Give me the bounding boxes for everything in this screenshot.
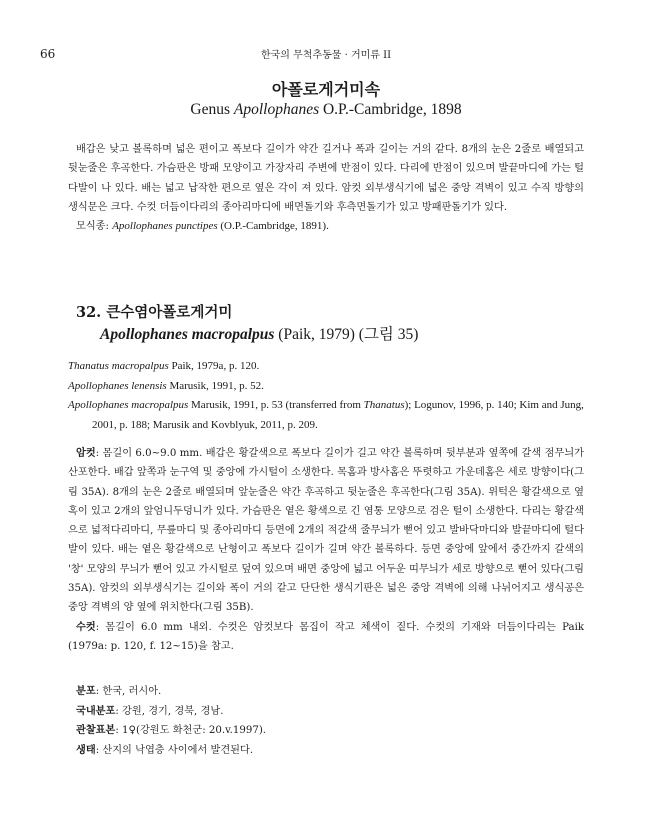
distribution-section	[76, 682, 266, 760]
description-section	[68, 444, 584, 656]
genus-description-text: 배갑은 낮고 볼록하며 넓은 편이고 폭보다 길이가 약간 길거나 폭과 길이는 거의 같다. 8개의 눈은 2줄로 배열되고 뒷눈줄은 후곡한다. 가슴판은 방패 모양이고 가장자리 주변에 반점이 있다. 다리에 반점이 있으며 발끝마디에 가는 털다발이 나 있다. 배는 넓고 납작한 편으로 옆은 각이 져 있다. 암컷 외부생식기에 넓은 중앙 격벽이 있고 수직 방향의 생식문은 크다. 수컷 더듬이다리의 종아리마디에 배면돌기와 후측면돌기가 있고 방패판돌기가 있다.	[68, 144, 584, 213]
synonym-citation: Marusik, 1991, p. 53 (transferred from	[188, 399, 364, 412]
synonymy-list	[68, 357, 590, 435]
distribution-label: 분포	[76, 685, 96, 697]
synonym-name: Apollophanes macropalpus	[68, 399, 189, 412]
species-heading: 32. 큰수염아폴로게거미	[76, 304, 233, 321]
female-label: 암컷	[76, 447, 96, 459]
genus-prefix: Genus	[190, 101, 234, 118]
female-text: : 몸길이 6.0~9.0 mm. 배갑은 황갈색으로 폭보다 길이가 길고 약간 볼록하며 뒷부분과 옆쪽에 갈색 점무늬가 산포한다. 배갑 앞쪽과 눈구역 및 중앙에 가시털이 소생한다. 목홈과 방사홈은 뚜렷하고 가운데홈은 세로 방향이다(그림 35A). 8개의 눈은 2줄로 배열되며 앞눈줄은 약간 후곡하고 뒷눈줄은 후곡한다(그림 35A). 위턱은 황갈색으로 옆혹이 있고 2개의 앞엄니두덩니가 있다. 가슴판은 옅은 황색으로 긴 염통 모양으로 검은 털이 소생한다. 다리는 황갈색으로 넓적다리마디, 무릎마디 및 종아리마디 등면에 2개의 적갈색 줄무늬가 뻗어 있고 발바닥마디와 발끝마디에 털다발이 있다. 배는 옅은 황갈색으로 난형이고 폭보다 길이가 길며 약간 볼록하다. 등면 중앙에 앞에서 중간까지 갈색의 '창' 모양의 무늬가 뻗어 있고 가시털로 덮여 있으며 배면 중앙에 넓고 어두운 띠무늬가 세로 방향으로 뻗어 있다(그림 35A). 암컷의 외부생식기는 길이와 폭이 거의 같고 단단한 생식기판은 넓은 중앙 격벽에 의해 나뉘어지고 생식공은 중앙 격벽의 양 옆에 위치한다(그림 35B).	[68, 448, 584, 614]
type-species-name: Apollophanes punctipes	[112, 220, 218, 233]
male-description	[68, 618, 584, 657]
male-text: : 몸길이 6.0 mm 내외. 수컷은 암컷보다 몸집이 작고 체색이 짙다. 수컷의 기재와 더듬이다리는 Paik (1979a: p. 120, f. 12~15)을 참고.	[68, 621, 584, 652]
species-author: (Paik, 1979) (그림 35)	[274, 326, 419, 343]
page-number: 66	[40, 47, 56, 61]
synonym-citation: Marusik, 1991, p. 52.	[166, 379, 264, 392]
genus-author: O.P.-Cambridge, 1898	[319, 101, 462, 118]
genus-description	[68, 140, 584, 236]
running-header: 한국의 무척추동물 · 거미류 II	[260, 50, 392, 61]
synonym-name: Apollophanes lenensis	[68, 379, 167, 392]
genus-latin-name: Apollophanes	[233, 101, 320, 118]
domestic-distribution-entry	[76, 702, 266, 722]
species-latin-name: Apollophanes macropalpus	[100, 326, 275, 343]
synonym-citation: ); Logunov, 1996, p. 140; Kim and Jung, 2001, p. 188; Marusik and Kovblyuk, 2011, p. 209.	[92, 399, 584, 431]
distribution-text: : 1♀(강원도 화천군: 20.v.1997).	[115, 725, 267, 736]
male-label: 수컷	[76, 620, 96, 633]
distribution-text: : 한국, 러시아.	[95, 686, 162, 697]
distribution-entry	[76, 682, 266, 702]
synonym-genus: Thanatus	[363, 399, 405, 412]
type-species	[68, 217, 584, 236]
genus-korean-title: 아폴로게거미속	[271, 80, 381, 99]
synonym-entry	[68, 396, 590, 435]
distribution-label: 국내분포	[76, 704, 116, 717]
type-species-author: (O.P.-Cambridge, 1891).	[217, 220, 329, 233]
ecology-entry	[76, 741, 266, 761]
synonym-citation: Paik, 1979a, p. 120.	[168, 360, 260, 372]
species-latin-title	[100, 322, 418, 344]
synonym-entry	[68, 377, 590, 397]
type-species-label: 모식종:	[76, 221, 113, 233]
genus-latin-title	[0, 101, 652, 119]
distribution-label: 관찰표본	[76, 724, 116, 736]
distribution-text: : 강원, 경기, 경북, 경남.	[115, 705, 224, 717]
synonym-entry	[68, 357, 590, 377]
distribution-label: 생태	[76, 743, 96, 756]
specimen-entry	[76, 721, 266, 741]
synonym-name: Thanatus macropalpus	[68, 360, 169, 372]
distribution-text: : 산지의 낙엽층 사이에서 발견된다.	[95, 744, 254, 756]
female-description	[68, 444, 584, 618]
